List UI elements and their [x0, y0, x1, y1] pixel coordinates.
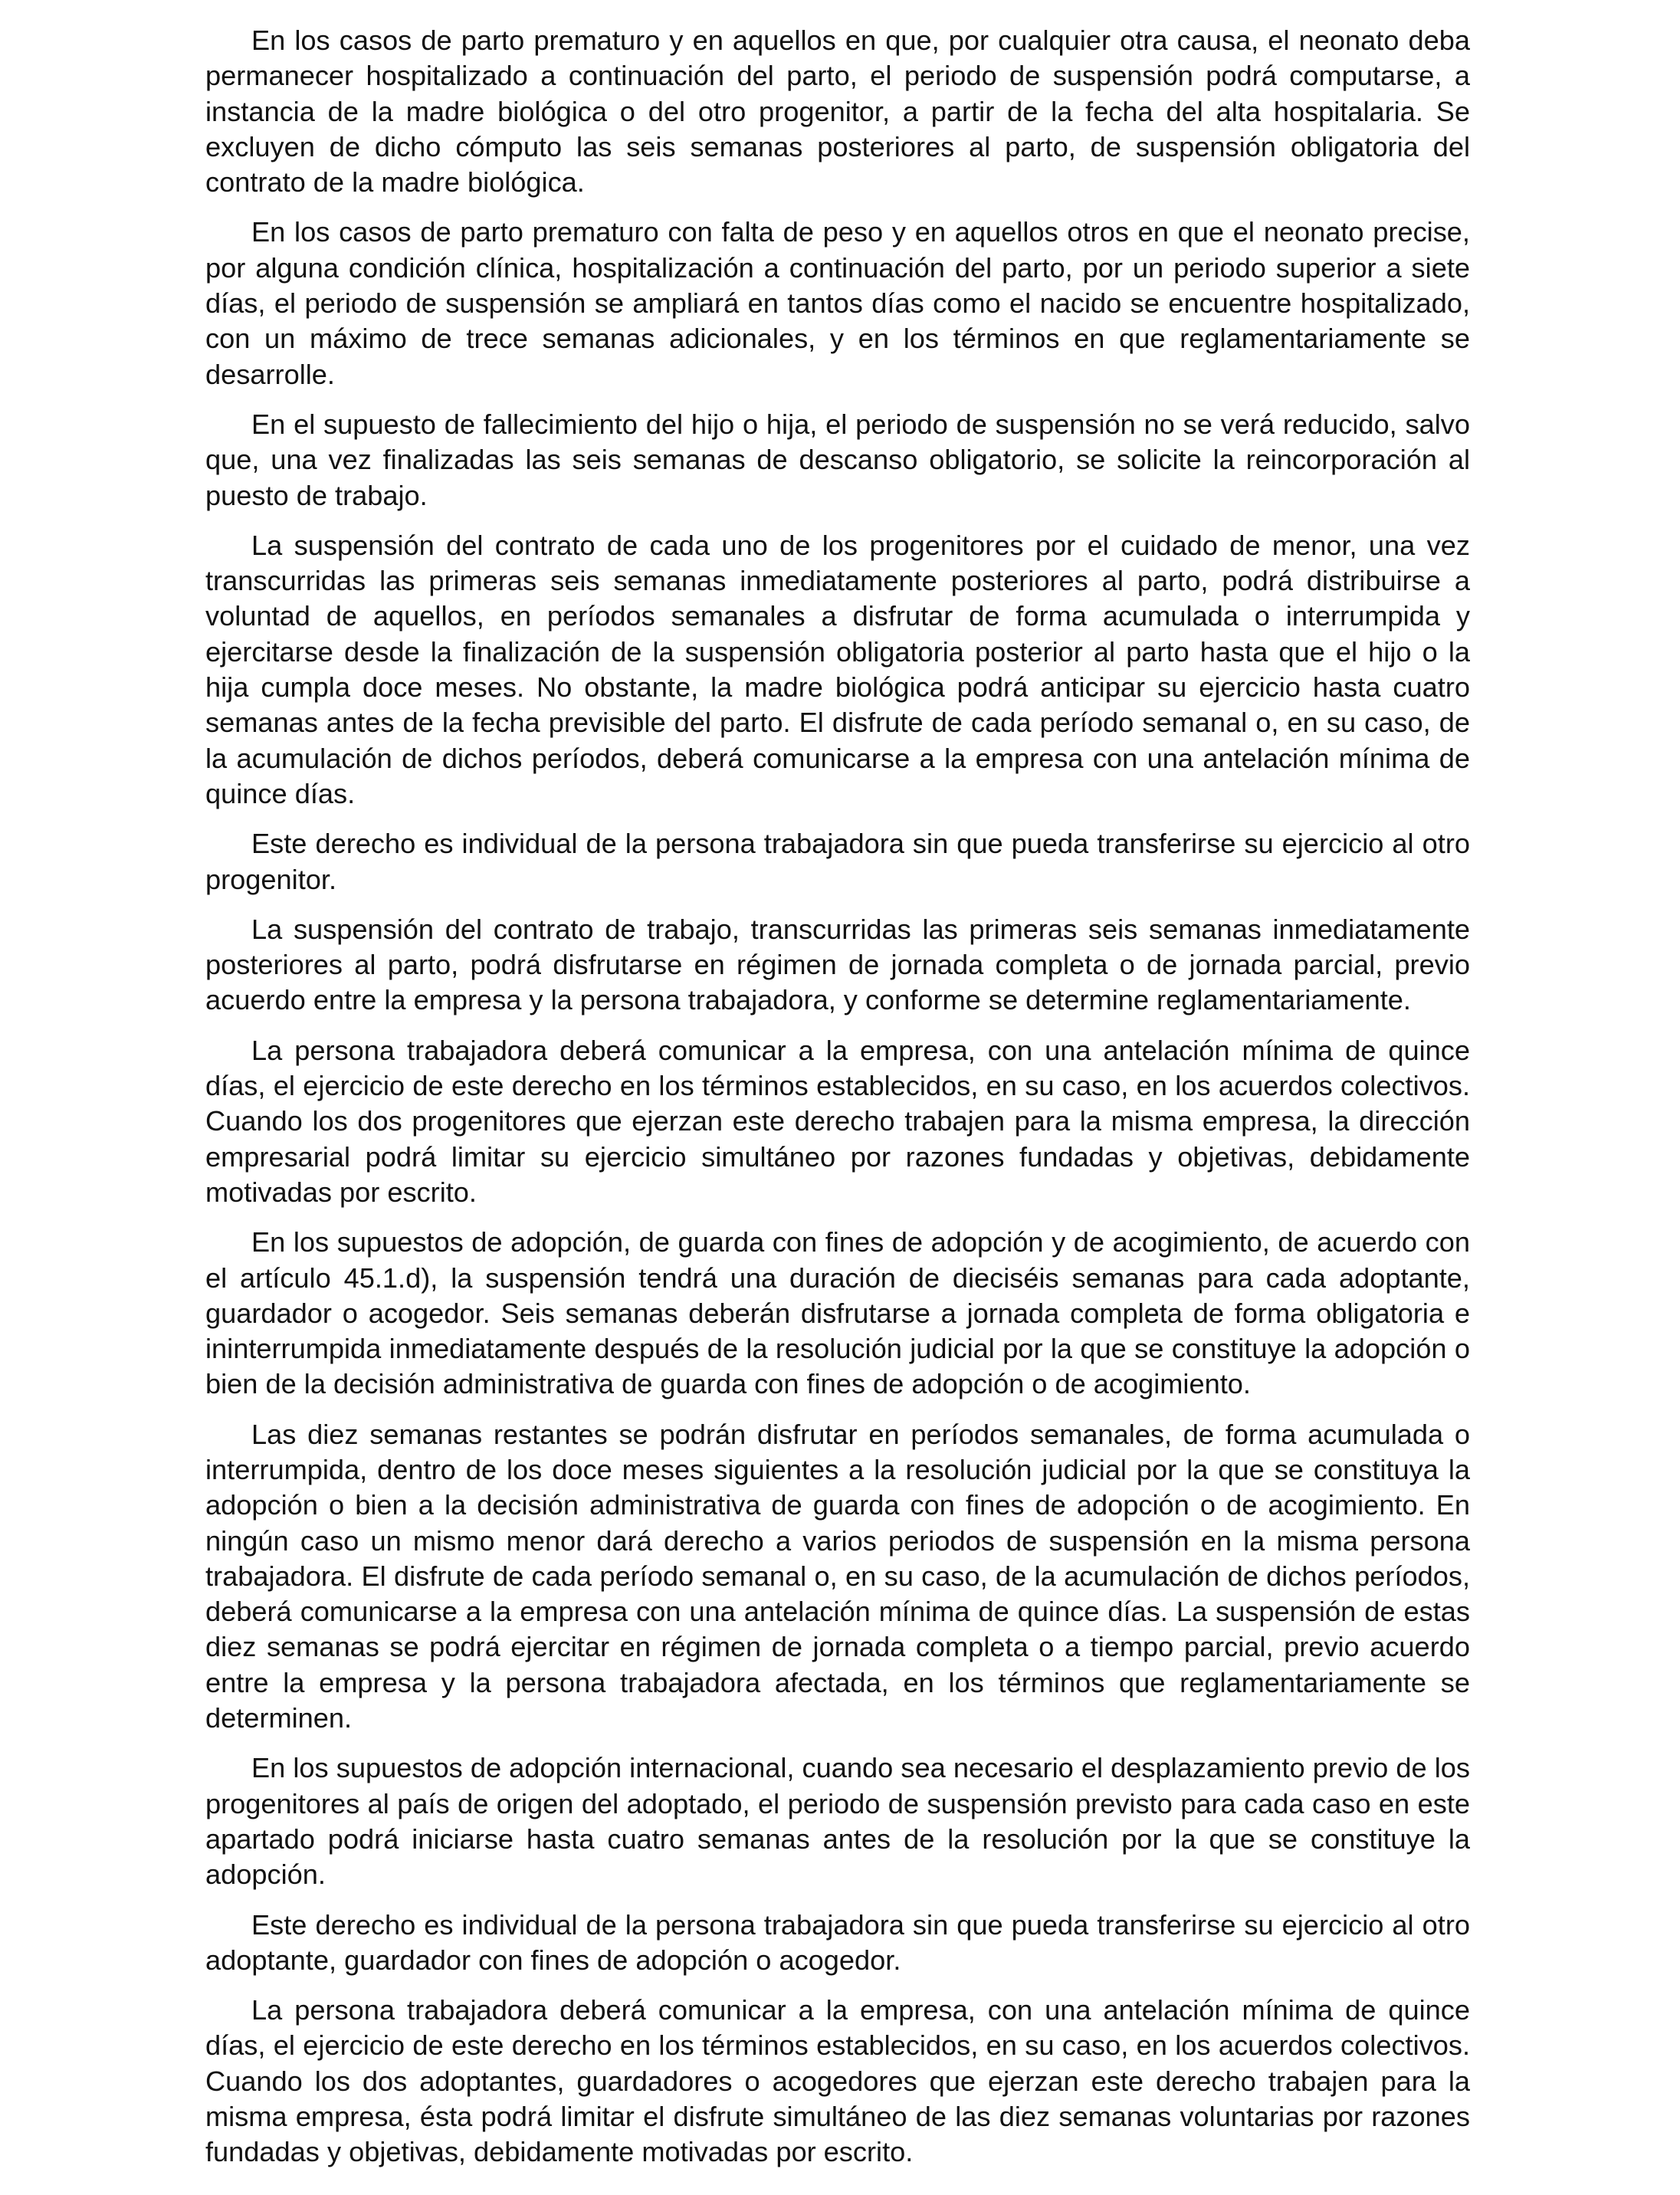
paragraph-4: La suspensión del contrato de cada uno de los progenitores por el cuidado de menor, una vez transcurridas las primeras seis semanas inmediatamente posteriores al parto, podrá distribuirse a voluntad de aquellos, en períodos semanales a disfrutar de forma acumulada o interrumpida y ejercitarse desde la finalización de la suspensión obligatoria posterior al parto hasta que el hijo o la hija cumpla doce meses. No obstante, la madre biológica podrá anticipar su ejercicio hasta cuatro semanas antes de la fecha previsible del parto. El disfrute de cada período semanal o, en su caso, de la acumulación de dichos períodos, deberá comunicarse a la empresa con una antelación mínima de quince días. [205, 529, 1470, 809]
paragraph-1: En los casos de parto prematuro y en aquellos en que, por cualquier otra causa, el neonato deba permanecer hospitalizado a continuación del parto, el periodo de suspensión podrá computarse, a instancia de la madre biológica o del otro progenitor, a partir de la fecha del alta hospitalaria. Se excluyen de dicho cómputo las seis semanas posteriores al parto, de suspensión obligatoria del contrato de la madre biológica. [205, 25, 1470, 199]
paragraph-2: En los casos de parto prematuro con falta de peso y en aquellos otros en que el neonato precise, por alguna condición clínica, hospitalización a continuación del parto, por un periodo superior a siete días, el periodo de suspensión se ampliará en tantos días como el nacido se encuentre hospitalizado, con un máximo de trece semanas adicionales, y en los términos en que reglamentariamente se desarrolle. [205, 216, 1470, 390]
document-page [205, 23, 1470, 2185]
paragraph-9: Las diez semanas restantes se podrán disfrutar en períodos semanales, de forma acumulada o interrumpida, dentro de los doce meses siguientes a la resolución judicial por la que se constituya la adopción o bien a la decisión administrativa de guarda con fines de adopción o de acogimiento. En ningún caso un mismo menor dará derecho a varios periodos de suspensión en la misma persona trabajadora. El disfrute de cada período semanal o, en su caso, de la acumulación de dichos períodos, deberá comunicarse a la empresa con una antelación mínima de quince días. La suspensión de estas diez semanas se podrá ejercitar en régimen de jornada completa o a tiempo parcial, previo acuerdo entre la empresa y la persona trabajadora afectada, en los términos que reglamentariamente se determinen. [205, 1418, 1470, 1734]
paragraph-6: La suspensión del contrato de trabajo, transcurridas las primeras seis semanas inmediatamente posteriores al parto, podrá disfrutarse en régimen de jornada completa o de jornada parcial, previo acuerdo entre la empresa y la persona trabajadora, y conforme se determine reglamentariamente. [205, 913, 1470, 1016]
paragraph-12: La persona trabajadora deberá comunicar a la empresa, con una antelación mínima de quince días, el ejercicio de este derecho en los términos establecidos, en su caso, en los acuerdos colectivos. Cuando los dos adoptantes, guardadores o acogedores que ejerzan este derecho trabajen para la misma empresa, ésta podrá limitar el disfrute simultáneo de las diez semanas voluntarias por razones fundadas y objetivas, debidamente motivadas por escrito. [205, 1994, 1470, 2168]
paragraph-10: En los supuestos de adopción internacional, cuando sea necesario el desplazamiento previo de los progenitores al país de origen del adoptado, el periodo de suspensión previsto para cada caso en este apartado podrá iniciarse hasta cuatro semanas antes de la resolución por la que se constituye la adopción. [205, 1752, 1470, 1891]
paragraph-7: La persona trabajadora deberá comunicar a la empresa, con una antelación mínima de quince días, el ejercicio de este derecho en los términos establecidos, en su caso, en los acuerdos colectivos. Cuando los dos progenitores que ejerzan este derecho trabajen para la misma empresa, la dirección empresarial podrá limitar su ejercicio simultáneo por razones fundadas y objetivas, debidamente motivadas por escrito. [205, 1034, 1470, 1208]
paragraph-8: En los supuestos de adopción, de guarda con fines de adopción y de acogimiento, de acuerdo con el artículo 45.1.d), la suspensión tendrá una duración de dieciséis semanas para cada adoptante, guardador o acogedor. Seis semanas deberán disfrutarse a jornada completa de forma obligatoria e ininterrumpida inmediatamente después de la resolución judicial por la que se constituye la adopción o bien de la decisión administrativa de guarda con fines de adopción o de acogimiento. [205, 1226, 1470, 1400]
paragraph-5: Este derecho es individual de la persona trabajadora sin que pueda transferirse su ejercicio al otro progenitor. [205, 828, 1470, 895]
paragraph-11: Este derecho es individual de la persona trabajadora sin que pueda transferirse su ejercicio al otro adoptante, guardador con fines de adopción o acogedor. [205, 1908, 1470, 1976]
paragraph-3: En el supuesto de fallecimiento del hijo o hija, el periodo de suspensión no se verá reducido, salvo que, una vez finalizadas las seis semanas de descanso obligatorio, se solicite la reincorporación al puesto de trabajo. [205, 408, 1470, 511]
